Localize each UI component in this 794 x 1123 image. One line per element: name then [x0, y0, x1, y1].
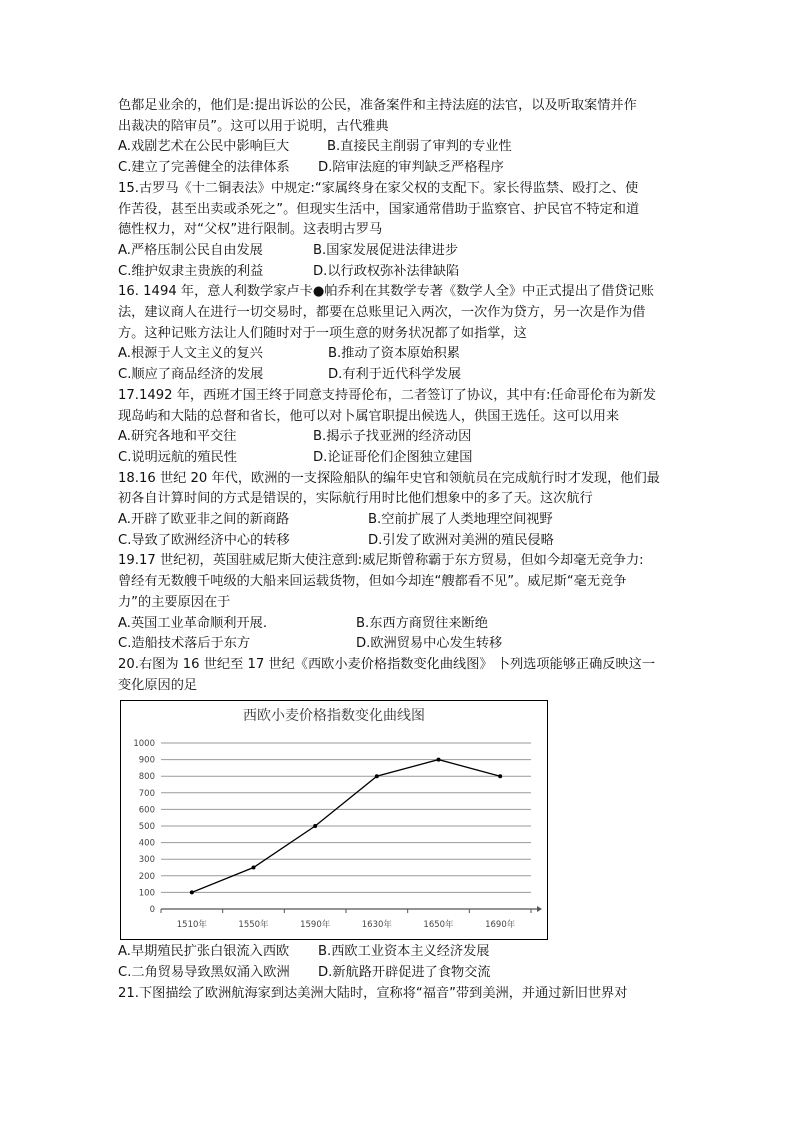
q16-option-b[interactable]: B.推动了资本原始积累	[328, 346, 460, 362]
chart-y-tick-label: 900	[138, 755, 155, 766]
q14-stem-line-1: 色都足业余的，他们是:提出诉讼的公民，准备案件和主持法庭的法官，以及听取案情并作	[118, 98, 637, 113]
q19-option-b[interactable]: B.东西方商贸往来断绝	[356, 615, 488, 631]
q15-stem-line-3: 德性权力，对“父权”进行限制。这表明古罗马	[118, 222, 383, 238]
q21-stem-line-1: 21.下图描绘了欧洲航海家到达美洲大陆时，宣称将“福音”带到美洲，并通过新旧世界对	[118, 985, 628, 1001]
q17-option-d[interactable]: D.论证哥伦们企图独立建国	[313, 449, 473, 465]
q15-stem-line-2: 作苦役，甚至出卖或杀死之”。但现实生活中，国家通常借助于监察官、护民官不特定和道	[118, 201, 640, 217]
chart-y-tick-label: 600	[138, 805, 155, 816]
q18-option-b[interactable]: B.空前扩展了人类地理空间视野	[368, 512, 553, 528]
q17-option-c[interactable]: C.说明远航的殖民性	[118, 449, 237, 465]
chart-data-point	[437, 758, 441, 762]
chart-y-tick-label: 500	[138, 822, 155, 833]
chart-x-tick-label: 1690年	[485, 920, 516, 931]
q15-option-b[interactable]: B.国家发展促进法律进步	[313, 242, 459, 258]
q14-stem-line-2: 出裁决的陪审员”。这可以用于说明，古代雅典	[118, 118, 389, 134]
q16-option-c[interactable]: C.顺应了商品经济的发展	[118, 367, 264, 383]
chart-y-tick-label: 200	[138, 872, 155, 883]
q19-option-a[interactable]: A.英国工业革命顺利开展.	[118, 615, 268, 631]
q17-options-row-1	[118, 427, 680, 448]
q14-options-row-2	[118, 158, 680, 179]
q20-option-c[interactable]: C.二角贸易导致黑奴涌入欧洲	[118, 965, 290, 981]
q16-stem-line-2: 法，建议商人在进行一切交易时，都要在总账里记入两次，一次作为贷方，另一次是作为借	[118, 305, 646, 321]
chart-data-point	[252, 866, 256, 870]
chart-data-point	[190, 891, 194, 895]
chart-y-tick-label: 300	[138, 855, 155, 866]
chart-x-tick-label: 1510年	[176, 920, 207, 931]
q16-option-d[interactable]: D.有利于近代科学发展	[328, 367, 462, 383]
q14-option-b[interactable]: B.直接民主削弱了审判的专业性	[327, 139, 512, 155]
q19-option-d[interactable]: D.欧洲贸易中心发生转移	[356, 636, 503, 652]
q20-options-row-2	[118, 963, 680, 984]
chart-x-tick-label: 1590年	[300, 920, 331, 931]
q15-option-c[interactable]: C.维护奴隶主贵族的利益	[118, 263, 264, 279]
q20-stem-line-1: 20.右图为 16 世纪至 17 世纪《西欧小麦价格指数变化曲线图》 卜列选项能够正确反映这一	[118, 656, 656, 672]
q20-option-d[interactable]: D.新航路开辟促进了食物交流	[318, 965, 491, 981]
chart-x-axis-arrow	[537, 906, 542, 912]
q18-option-c[interactable]: C.导致了欧洲经济中心的转移	[118, 532, 290, 548]
q19-stem-line-1: 19.17 世纪初，英国驻威尼斯大使注意到:威尼斯曾称霸于东方贸易，但如今却毫无竞争力:	[118, 553, 644, 569]
chart-x-tick-label: 1630年	[361, 920, 392, 931]
chart-x-tick-label: 1650年	[423, 920, 454, 931]
q14-option-a[interactable]: A.戏剧艺术在公民中影响巨大	[118, 139, 290, 155]
wheat-price-chart-svg	[121, 701, 547, 939]
chart-data-point	[313, 824, 317, 828]
q18-option-a[interactable]: A.开辟了欧亚非之间的新商路	[118, 512, 290, 528]
q17-stem-line-2: 现岛屿和大陆的总督和省长，他可以对卜属官职提出候选人，供国王选任。这可以用来	[118, 408, 620, 424]
q18-option-d[interactable]: D.引发了欧洲对美洲的殖民侵略	[368, 532, 554, 548]
q14-options-row-1	[118, 137, 680, 158]
chart-y-tick-label: 100	[138, 888, 155, 899]
exam-page	[118, 96, 680, 1005]
q19-stem-line-2: 曾经有无数艘千吨级的大船来回运载货物，但如今却连“艘都看不见”。威尼斯“毫无竞争	[118, 574, 627, 590]
q18-options-row-2	[118, 531, 680, 552]
q16-option-a[interactable]: A.根源于人文主义的复兴	[118, 346, 263, 362]
chart-y-tick-label: 800	[138, 772, 155, 783]
q18-options-row-1	[118, 510, 680, 531]
q19-options-row-1	[118, 614, 680, 635]
q19-stem-line-3: 力”的主要原因在于	[118, 594, 231, 610]
q19-option-c[interactable]: C.造船技术落后于东方	[118, 636, 251, 652]
chart-title: 西欧小麦价格指数变化曲线图	[243, 708, 425, 725]
chart-data-point	[375, 775, 379, 779]
q19-options-row-2	[118, 634, 680, 655]
q16-options-row-1	[118, 344, 680, 365]
chart-y-tick-label: 700	[138, 789, 155, 800]
chart-y-tick-label: 400	[138, 838, 155, 849]
q17-options-row-2	[118, 448, 680, 469]
q16-stem-line-3: 方。这种记账方法让人们随时对于一项生意的财务状况都了如指掌，这	[118, 325, 527, 341]
q20-stem-line-2: 变化原因的足	[118, 677, 198, 693]
q20-option-a[interactable]: A.早期殖民扩张白银流入西欧	[118, 944, 290, 960]
q16-stem-line-1: 16. 1494 年，意人利数学家卢卡●帕乔利在其数学专著《数学人全》中正式提出了借贷记账	[118, 284, 654, 300]
q20-options-row-1	[118, 942, 680, 963]
chart-data-point	[498, 775, 502, 779]
q15-option-a[interactable]: A.严格压制公民自由发展	[118, 242, 263, 258]
q18-stem-line-1: 18.16 世纪 20 年代，欧洲的一支探险船队的编年史官和领航员在完成航行时才发现，他们最	[118, 470, 660, 486]
q15-stem-line-1: 15.古罗马《十二铜表法》中规定:“家属终身在家父权的支配下。家长得监禁、殴打之、使	[118, 180, 639, 196]
q14-option-d[interactable]: D.陪审法庭的审判缺乏严格程序	[318, 160, 504, 176]
q17-option-b[interactable]: B.揭示子找亚洲的经济动因	[313, 429, 472, 445]
wheat-price-chart	[120, 700, 548, 940]
q17-stem-line-1: 17.1492 年，西班才国王终于同意支持哥伦布，二者签订了协议，其中有:任命哥伦布为新发	[118, 387, 656, 403]
q17-option-a[interactable]: A.研究各地和平交往	[118, 429, 237, 445]
q20-option-b[interactable]: B.西欧工业资本主义经济发展	[318, 944, 490, 960]
chart-y-tick-label: 1000	[133, 739, 155, 750]
q14-option-c[interactable]: C.建立了完善健全的法律体系	[118, 160, 290, 176]
q18-stem-line-2: 初各自计算时间的方式是错误的，实际航行用时比他们想象中的多了天。这次航行	[118, 491, 593, 507]
q15-options-row-2	[118, 262, 680, 283]
chart-y-tick-label: 0	[149, 905, 155, 916]
q15-option-d[interactable]: D.以行政权弥补法律缺陷	[313, 263, 460, 279]
q16-options-row-2	[118, 365, 680, 386]
chart-x-tick-label: 1550年	[238, 920, 269, 931]
q15-options-row-1	[118, 241, 680, 262]
